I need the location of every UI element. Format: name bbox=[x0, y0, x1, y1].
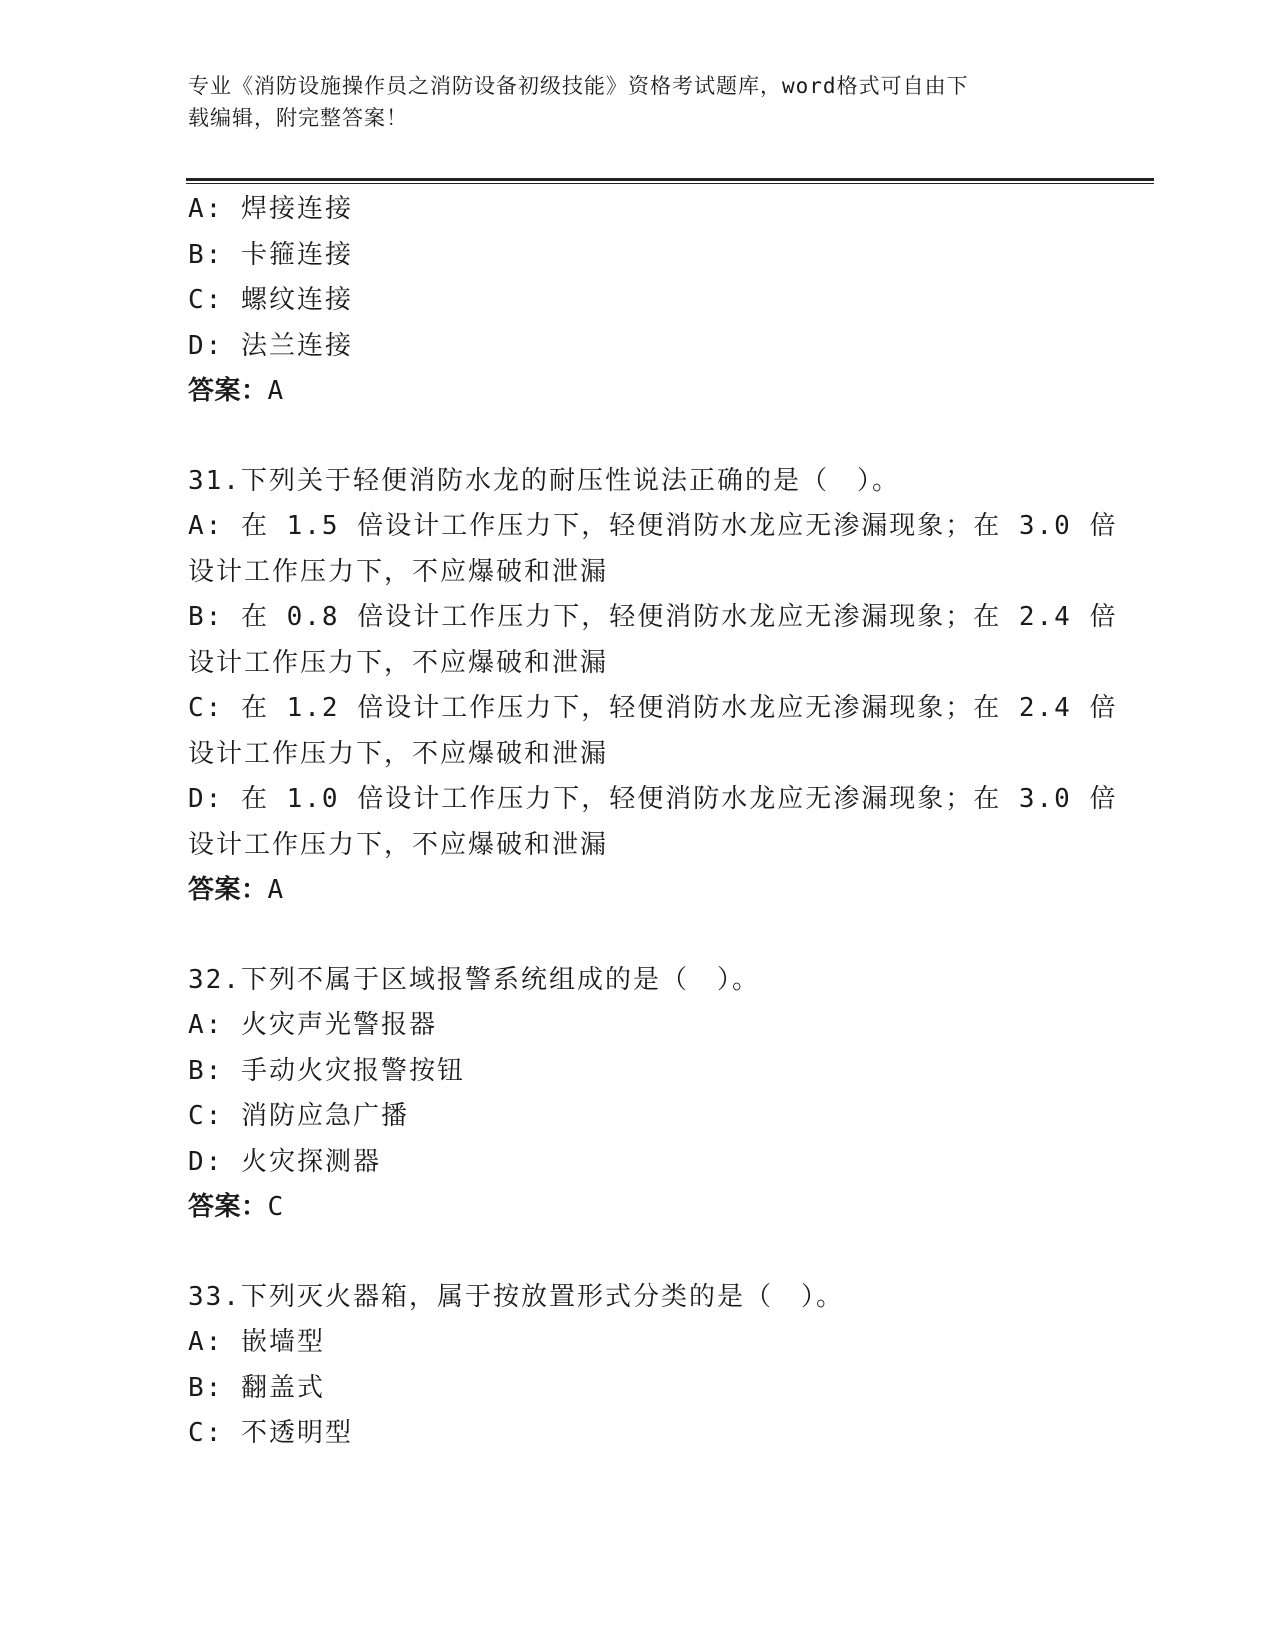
option-c-line-2: 设计工作压力下，不应爆破和泄漏 bbox=[188, 738, 609, 769]
answer-value: A bbox=[267, 376, 284, 406]
option-a: A: 火灾声光警报器 bbox=[188, 1010, 437, 1040]
option-b-line-1: B: 在 0.8 倍设计工作压力下，轻便消防水龙应无渗漏现象；在 2.4 倍 bbox=[188, 602, 1118, 632]
option-a: A: 焊接连接 bbox=[188, 194, 353, 224]
question-31 bbox=[188, 459, 1118, 914]
option-c: C: 不透明型 bbox=[188, 1418, 353, 1448]
option-a-line-1: A: 在 1.5 倍设计工作压力下，轻便消防水龙应无渗漏现象；在 3.0 倍 bbox=[188, 511, 1118, 541]
option-b: B: 卡箍连接 bbox=[188, 239, 353, 270]
option-d: D: 火灾探测器 bbox=[188, 1146, 381, 1177]
answer-value: A bbox=[267, 875, 284, 905]
option-d-line-2: 设计工作压力下，不应爆破和泄漏 bbox=[188, 829, 609, 860]
option-d-line-1: D: 在 1.0 倍设计工作压力下，轻便消防水龙应无渗漏现象；在 3.0 倍 bbox=[188, 784, 1118, 814]
option-c: C: 螺纹连接 bbox=[188, 285, 353, 315]
answer-label: 答案： bbox=[188, 1192, 268, 1222]
option-c-line-1: C: 在 1.2 倍设计工作压力下，轻便消防水龙应无渗漏现象；在 2.4 倍 bbox=[188, 693, 1118, 723]
answer-line bbox=[188, 369, 1068, 415]
option-d: D: 法兰连接 bbox=[188, 330, 353, 361]
header-rule-thin bbox=[186, 183, 1154, 184]
question-30-tail bbox=[188, 187, 1068, 415]
option-a-line-2: 设计工作压力下，不应爆破和泄漏 bbox=[188, 556, 609, 587]
answer-line bbox=[188, 1185, 1068, 1231]
answer-label: 答案： bbox=[188, 875, 268, 905]
header-line-1: 专业《消防设施操作员之消防设备初级技能》资格考试题库，word格式可自由下 bbox=[188, 74, 969, 98]
question-33 bbox=[188, 1275, 1068, 1457]
option-b-line-2: 设计工作压力下，不应爆破和泄漏 bbox=[188, 647, 609, 678]
document-header bbox=[188, 70, 1068, 134]
option-c: C: 消防应急广播 bbox=[188, 1101, 409, 1131]
question-stem: 31.下列关于轻便消防水龙的耐压性说法正确的是（ ）。 bbox=[188, 465, 900, 496]
header-rule-thick bbox=[186, 178, 1154, 181]
answer-label: 答案： bbox=[188, 376, 268, 406]
answer-value: C bbox=[267, 1192, 284, 1222]
option-b: B: 手动火灾报警按钮 bbox=[188, 1055, 465, 1086]
header-line-2: 载编辑，附完整答案！ bbox=[188, 106, 408, 130]
option-a: A: 嵌墙型 bbox=[188, 1327, 325, 1357]
question-stem: 32.下列不属于区域报警系统组成的是（ ）。 bbox=[188, 964, 760, 995]
option-b: B: 翻盖式 bbox=[188, 1372, 325, 1403]
answer-line bbox=[188, 868, 1068, 914]
question-list bbox=[188, 187, 1118, 1457]
question-stem: 33.下列灭火器箱，属于按放置形式分类的是（ ）。 bbox=[188, 1281, 844, 1312]
question-32 bbox=[188, 958, 1068, 1231]
